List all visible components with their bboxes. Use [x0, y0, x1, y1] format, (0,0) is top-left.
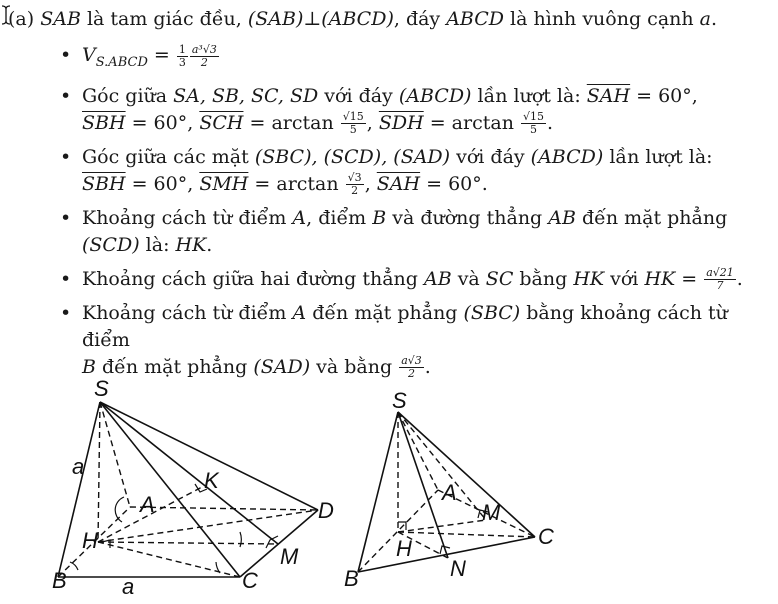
angle: $\overline{SMH}$	[199, 172, 249, 195]
text: đến mặt phẳng	[95, 355, 254, 378]
text: , đáy	[393, 8, 447, 30]
segment-hm	[398, 520, 486, 532]
list-item-edge-angles	[0, 83, 770, 137]
label-a: A	[442, 480, 457, 505]
text: = 60°,	[125, 172, 200, 195]
label-h: H	[82, 528, 98, 553]
label-m: M	[280, 544, 299, 569]
text: với đáy	[450, 145, 531, 168]
edge-sh	[98, 402, 100, 542]
numerator: √15	[342, 110, 364, 124]
bullet: •	[60, 206, 72, 229]
edge-ad	[130, 507, 318, 510]
text: Khoảng cách từ điểm	[82, 206, 293, 229]
fraction	[190, 44, 219, 69]
text: lần lượt là:	[471, 84, 587, 107]
list-item-distance-ab-sc	[0, 266, 770, 293]
pyramid-figure-2-drawing	[330, 372, 570, 600]
text: ,	[364, 172, 377, 195]
fraction	[704, 267, 736, 292]
denominator: 5	[349, 123, 357, 137]
point: B	[82, 355, 96, 378]
line: SC	[485, 267, 514, 290]
angle: $\overline{SBH}$	[82, 111, 126, 134]
text: Khoảng cách từ điểm	[82, 301, 293, 324]
bullet: •	[60, 145, 72, 168]
text: =	[675, 267, 704, 290]
text: .	[736, 267, 743, 290]
numerator: a√3	[401, 354, 422, 368]
label-h: H	[396, 536, 412, 561]
perpendicular-relation: (SAB)⊥(ABCD)	[247, 8, 394, 30]
volume-subscript: S.ABCD	[95, 54, 148, 70]
plane: (SCD)	[82, 233, 140, 256]
label-b: B	[344, 566, 359, 591]
triangle-sab: SAB	[40, 8, 81, 30]
label-c: C	[242, 568, 258, 593]
denominator: 7	[716, 279, 724, 293]
results-list	[0, 42, 770, 388]
text: Góc giữa	[82, 84, 174, 107]
plane: (SBC)	[463, 301, 521, 324]
text: Khoảng cách giữa hai đường thẳng	[82, 267, 424, 290]
denominator: 3	[178, 55, 186, 69]
label-a: A	[140, 492, 155, 517]
text: .	[206, 233, 213, 256]
edge-sa	[398, 412, 438, 490]
text: với	[604, 267, 645, 290]
pyramid-figure-1	[40, 372, 360, 600]
text: .	[710, 8, 718, 30]
base-abcd: ABCD	[446, 8, 505, 30]
plane: (ABCD)	[398, 84, 472, 107]
text: .	[424, 355, 431, 378]
label-k: K	[204, 468, 219, 493]
line: AB	[423, 267, 452, 290]
text: ,	[366, 111, 379, 134]
text: = 60°,	[125, 111, 200, 134]
numerator: a³√3	[191, 42, 217, 56]
edge-sm	[100, 402, 278, 544]
text: bằng khoảng cách từ điểm	[82, 301, 728, 351]
denominator: 2	[200, 55, 208, 69]
label-b: B	[52, 568, 67, 593]
label-d: D	[318, 498, 334, 523]
fraction	[346, 172, 364, 197]
numerator: 1	[178, 42, 186, 56]
text: bằng	[513, 267, 574, 290]
edges: SA, SB, SC, SD	[173, 84, 319, 107]
numerator: a√21	[706, 266, 734, 280]
angle-arc-a	[115, 497, 124, 522]
problem-statement	[8, 6, 717, 32]
volume-symbol: V	[82, 44, 96, 66]
planes: (SBC), (SCD), (SAD)	[254, 145, 451, 168]
segment: HK	[573, 267, 605, 290]
text: và	[451, 267, 486, 290]
point: A	[292, 206, 307, 229]
label-n: N	[450, 556, 466, 581]
segment-hc	[398, 532, 535, 537]
text: = arctan	[423, 111, 520, 134]
plane: (ABCD)	[530, 145, 604, 168]
label-s: S	[94, 376, 109, 401]
text: = arctan	[248, 172, 345, 195]
label-c: C	[538, 524, 554, 549]
edge-sa	[100, 402, 130, 507]
text: = 60°.	[420, 172, 488, 195]
text: là hình vuông cạnh	[504, 8, 700, 30]
angle: $\overline{SAH}$	[586, 84, 631, 107]
label-bottom-a: a	[122, 574, 135, 599]
text: và đường thẳng	[386, 206, 549, 229]
list-item-distance-a-sbc	[0, 300, 770, 381]
edge-sb	[358, 412, 398, 572]
text: đến mặt phẳng	[575, 206, 728, 229]
text: với đáy	[318, 84, 399, 107]
text: là:	[139, 233, 176, 256]
edge-sc	[100, 402, 240, 577]
edge-sd	[100, 402, 318, 510]
angle: $\overline{SBH}$	[82, 172, 126, 195]
pyramid-figure-1-drawing	[40, 372, 360, 600]
text: =	[147, 44, 176, 66]
numerator: √15	[522, 110, 544, 124]
denominator: 2	[351, 184, 359, 198]
point: B	[372, 206, 387, 229]
fraction	[521, 111, 546, 136]
bullet: •	[60, 267, 72, 290]
text: = 60°,	[630, 84, 698, 107]
plane: (SAD)	[253, 355, 311, 378]
numerator: √3	[347, 171, 362, 185]
fraction	[341, 111, 366, 136]
text: đến mặt phẳng	[306, 301, 464, 324]
angle-arc-hm	[240, 532, 241, 547]
bullet: •	[60, 84, 72, 107]
text: là tam giác đều,	[80, 8, 248, 30]
label-s: S	[392, 388, 407, 413]
bullet: •	[60, 44, 72, 66]
edge-sc	[398, 412, 535, 537]
angle: $\overline{SDH}$	[378, 111, 424, 134]
denominator: 2	[407, 367, 415, 381]
angle: $\overline{SAH}$	[376, 172, 421, 195]
text: = arctan	[243, 111, 340, 134]
text: Góc giữa các mặt	[82, 145, 255, 168]
angle: $\overline{SCH}$	[199, 111, 244, 134]
text: , điểm	[306, 206, 373, 229]
segment: HK	[644, 267, 676, 290]
line: AB	[548, 206, 576, 229]
segment-hm	[98, 542, 278, 544]
angle-arc-b	[70, 562, 78, 570]
point: A	[292, 301, 307, 324]
text: và bằng	[310, 355, 399, 378]
text: .	[547, 111, 554, 134]
label-side-a: a	[72, 454, 85, 479]
list-item-volume	[0, 42, 770, 76]
text: lần lượt là:	[603, 145, 713, 168]
list-item-distance-to-scd	[0, 205, 770, 259]
segment: HK	[175, 233, 207, 256]
fraction	[177, 44, 188, 69]
denominator: 5	[529, 123, 537, 137]
label-m: M	[482, 500, 501, 525]
pyramid-figure-2	[330, 372, 570, 600]
bullet: •	[60, 301, 72, 324]
side-a: a	[699, 8, 711, 30]
list-item-face-angles	[0, 144, 770, 198]
part-label: (a)	[8, 8, 35, 30]
